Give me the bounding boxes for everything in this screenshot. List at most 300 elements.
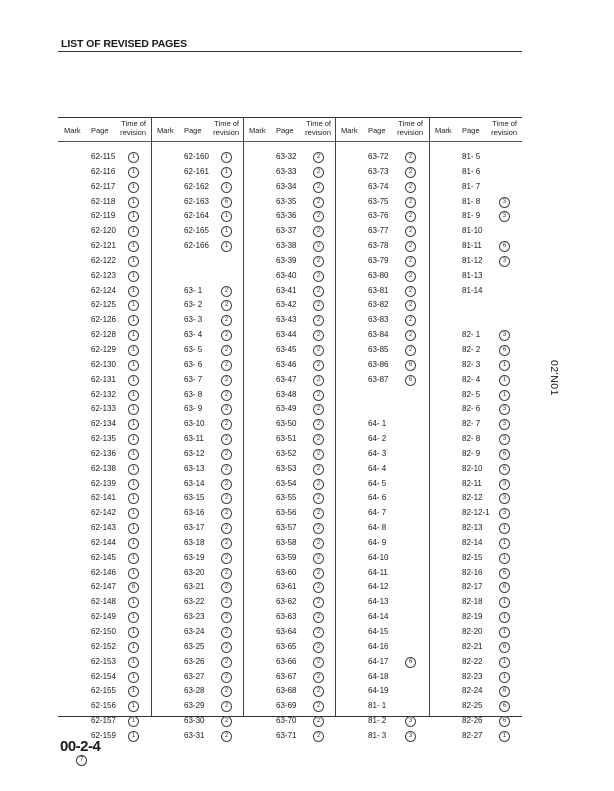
table-row	[58, 328, 148, 343]
table-row	[243, 462, 333, 477]
table-row	[429, 313, 519, 328]
revision-mark: 1	[128, 672, 139, 683]
table-row	[151, 536, 241, 551]
page-number: 63-34	[276, 181, 297, 191]
header-time-of-revision: Time of revision	[305, 119, 331, 137]
page-number: 62-164	[184, 211, 209, 221]
table-row	[429, 373, 519, 388]
revision-mark: 2	[313, 464, 324, 475]
revision-mark: 2	[313, 568, 324, 579]
page-number: 63- 2	[184, 300, 203, 310]
table-row	[429, 432, 519, 447]
page-number: 81-14	[462, 285, 483, 295]
revision-mark: 2	[313, 404, 324, 415]
page-number: 63-23	[184, 612, 205, 622]
page-number: 81- 7	[462, 181, 481, 191]
revision-mark: 1	[128, 197, 139, 208]
page-number: 81-12	[462, 255, 483, 265]
page-number: 62-120	[91, 226, 116, 236]
table-row	[335, 625, 425, 640]
page-number: 63-44	[276, 330, 297, 340]
revision-mark: 2	[313, 286, 324, 297]
revision-mark: 1	[128, 642, 139, 653]
page-number: 62-153	[91, 656, 116, 666]
table-row	[151, 477, 241, 492]
revision-mark: 2	[221, 360, 232, 371]
table-row	[335, 477, 425, 492]
page-number: 82-22	[462, 656, 483, 666]
revision-mark: 1	[128, 182, 139, 193]
table-row	[58, 269, 148, 284]
revision-mark: 2	[221, 404, 232, 415]
page-number: 82- 6	[462, 404, 481, 414]
page-number: 64- 7	[368, 508, 387, 518]
page-number: 63- 7	[184, 374, 203, 384]
revision-mark: 6	[499, 464, 510, 475]
table-row	[151, 269, 241, 284]
table-row	[243, 506, 333, 521]
table-row	[151, 714, 241, 729]
revision-mark: 2	[221, 716, 232, 727]
table-row	[151, 298, 241, 313]
revision-mark: 1	[128, 701, 139, 712]
page-number: 62-117	[91, 181, 116, 191]
table-row	[335, 402, 425, 417]
revision-mark: 1	[499, 657, 510, 668]
page-number: 82-15	[462, 552, 483, 562]
revision-mark: 2	[313, 493, 324, 504]
revision-mark: 2	[221, 434, 232, 445]
table-row	[335, 209, 425, 224]
revision-mark: 1	[128, 390, 139, 401]
page-number: 63-29	[184, 701, 205, 711]
revision-mark: 1	[499, 553, 510, 564]
table-row	[429, 447, 519, 462]
page-number: 82-11	[462, 478, 482, 488]
table-row	[335, 180, 425, 195]
table-row	[243, 551, 333, 566]
table-row	[58, 610, 148, 625]
table-row	[151, 388, 241, 403]
page-number: 63-12	[184, 448, 205, 458]
page-title: LIST OF REVISED PAGES	[61, 38, 188, 50]
revision-mark: 2	[221, 375, 232, 386]
revision-mark: 2	[313, 300, 324, 311]
header-time-of-revision: Time of revision	[120, 119, 146, 137]
table-row	[58, 180, 148, 195]
page-number: 63-26	[184, 656, 205, 666]
table-row	[151, 150, 241, 165]
table-row	[429, 536, 519, 551]
page-number: 62-118	[91, 196, 116, 206]
page-number: 64-13	[368, 597, 389, 607]
revision-mark: 2	[221, 731, 232, 742]
table-row	[58, 491, 148, 506]
table-row	[151, 328, 241, 343]
column-header	[151, 117, 241, 141]
page-number: 63-65	[276, 641, 297, 651]
page-number: 63-17	[184, 523, 205, 533]
table-row	[429, 625, 519, 640]
page-number: 62-136	[91, 448, 116, 458]
table-row	[429, 195, 519, 210]
table-row	[243, 536, 333, 551]
page-number: 63-74	[368, 181, 389, 191]
table-row	[243, 313, 333, 328]
page-number: 63-42	[276, 300, 297, 310]
page-number: 63-70	[276, 716, 297, 726]
revision-mark: 6	[499, 345, 510, 356]
revision-mark: 3	[405, 731, 416, 742]
page-number: 63-38	[276, 241, 297, 251]
table-row	[243, 491, 333, 506]
revision-mark: 2	[313, 449, 324, 460]
page-number: 63-53	[276, 463, 297, 473]
page-number: 64-17	[368, 656, 389, 666]
page-number: 63-78	[368, 241, 389, 251]
revision-mark: 1	[221, 211, 232, 222]
revision-mark: 1	[221, 167, 232, 178]
page-number: 62-123	[91, 270, 116, 280]
revision-mark: 3	[499, 508, 510, 519]
table-row	[243, 684, 333, 699]
page-number: 82-25	[462, 701, 483, 711]
revision-mark: 1	[128, 627, 139, 638]
table-row	[335, 462, 425, 477]
revision-mark: 2	[221, 479, 232, 490]
revision-mark: 2	[313, 479, 324, 490]
revision-mark: 2	[221, 612, 232, 623]
revision-mark: 6	[405, 657, 416, 668]
table-row	[151, 417, 241, 432]
table-row	[243, 150, 333, 165]
table-row	[243, 595, 333, 610]
revision-mark: 3	[499, 493, 510, 504]
page-number: 82-21	[462, 641, 483, 651]
header-time-of-revision: Time of revision	[491, 119, 517, 137]
table-row	[335, 566, 425, 581]
page-number: 64- 2	[368, 434, 387, 444]
revision-mark: 6	[499, 642, 510, 653]
page-number: 82-24	[462, 686, 483, 696]
table-row	[151, 432, 241, 447]
page-number: 63-73	[368, 166, 389, 176]
revision-mark: 1	[128, 568, 139, 579]
revision-mark: 1	[128, 300, 139, 311]
revision-mark: 2	[313, 642, 324, 653]
revision-mark: 2	[313, 553, 324, 564]
table-row	[429, 417, 519, 432]
header-mark: Mark	[157, 126, 174, 135]
header-time-of-revision: Time of revision	[397, 119, 423, 137]
page-number: 63-14	[184, 478, 205, 488]
page-number: 62-143	[91, 523, 116, 533]
table-row	[243, 284, 333, 299]
page-number: 82-14	[462, 537, 483, 547]
revision-mark: 2	[221, 493, 232, 504]
revision-mark: 6	[499, 568, 510, 579]
column-group	[58, 117, 148, 740]
page-number: 63-62	[276, 597, 297, 607]
revision-mark: 1	[128, 404, 139, 415]
revision-mark: 2	[405, 345, 416, 356]
revision-mark: 1	[128, 419, 139, 430]
page-number: 62-135	[91, 434, 116, 444]
page-number: 63-64	[276, 627, 297, 636]
page-number: 64- 3	[368, 448, 387, 458]
page-number: 81-13	[462, 270, 483, 280]
table-row	[429, 298, 519, 313]
page-number: 63-46	[276, 359, 297, 369]
revision-mark: 2	[313, 731, 324, 742]
revision-mark: 6	[499, 582, 510, 593]
table-row	[335, 328, 425, 343]
table-row	[151, 180, 241, 195]
page-number: 64-11	[368, 567, 388, 577]
page-number: 63-39	[276, 255, 297, 265]
table-row	[335, 670, 425, 685]
table-row	[335, 343, 425, 358]
table-row	[429, 180, 519, 195]
page-number: 64-18	[368, 671, 389, 681]
page-number: 64- 8	[368, 523, 387, 533]
table-row	[243, 254, 333, 269]
table-row	[335, 165, 425, 180]
page-number: 64- 6	[368, 493, 387, 503]
revision-mark: 2	[405, 271, 416, 282]
table-row	[58, 195, 148, 210]
revision-mark: 1	[499, 597, 510, 608]
page-number: 63- 8	[184, 389, 203, 399]
table-row	[429, 640, 519, 655]
page-number: 62-121	[91, 241, 116, 251]
table-row	[58, 165, 148, 180]
page-number: 62-122	[91, 255, 116, 265]
page-number: 82- 4	[462, 374, 481, 384]
table-row	[429, 462, 519, 477]
revision-mark: 1	[221, 182, 232, 193]
table-row	[58, 343, 148, 358]
page-number: 62-163	[184, 196, 209, 206]
table-row	[429, 150, 519, 165]
revision-mark: 1	[128, 286, 139, 297]
table-row	[335, 714, 425, 729]
page-number: 63-81	[368, 285, 389, 295]
page-number: 63-66	[276, 656, 297, 666]
revision-mark: 1	[128, 716, 139, 727]
table-row	[58, 580, 148, 595]
page-number: 63-33	[276, 166, 297, 176]
column-header	[58, 117, 148, 141]
table-row	[335, 729, 425, 744]
revision-mark: 1	[128, 315, 139, 326]
revision-mark: 2	[313, 582, 324, 593]
revision-mark: 2	[221, 464, 232, 475]
table-row	[58, 417, 148, 432]
page-number: 62-146	[91, 567, 116, 577]
table-row	[243, 343, 333, 358]
page-number: 81- 2	[368, 716, 387, 726]
page-number: 63-13	[184, 463, 205, 473]
revision-mark: 6	[499, 701, 510, 712]
header-page: Page	[462, 126, 480, 135]
table-row	[58, 462, 148, 477]
page-number: 63-86	[368, 359, 389, 369]
page-number: 62-142	[91, 508, 116, 518]
table-row	[335, 447, 425, 462]
page-number: 63-37	[276, 226, 297, 236]
revision-mark: 2	[221, 345, 232, 356]
table-row	[429, 566, 519, 581]
revision-mark: 2	[313, 508, 324, 519]
table-row	[243, 521, 333, 536]
page-number: 63-84	[368, 330, 389, 340]
table-row	[335, 506, 425, 521]
table-row	[151, 224, 241, 239]
page-number: 63-58	[276, 537, 297, 547]
table-row	[335, 432, 425, 447]
table-row	[429, 254, 519, 269]
revision-mark: 2	[221, 597, 232, 608]
table-row	[58, 209, 148, 224]
table-row	[151, 239, 241, 254]
revision-mark: 2	[313, 345, 324, 356]
page-number: 62-155	[91, 686, 116, 696]
table-row	[429, 491, 519, 506]
page-number: 82- 8	[462, 434, 481, 444]
revision-mark: 2	[221, 627, 232, 638]
page-number: 62-131	[91, 374, 116, 384]
table-row	[58, 506, 148, 521]
header-mark: Mark	[435, 126, 452, 135]
table-row	[151, 699, 241, 714]
page-number: 63-22	[184, 597, 205, 607]
page-number: 63-19	[184, 552, 205, 562]
page-number: 63-79	[368, 255, 389, 265]
revision-mark: 1	[128, 731, 139, 742]
page-number: 82- 9	[462, 448, 481, 458]
revision-mark: 3	[499, 404, 510, 415]
revision-mark: 2	[221, 449, 232, 460]
revision-mark: 1	[128, 449, 139, 460]
revision-mark: 3	[499, 330, 510, 341]
table-row	[243, 566, 333, 581]
table-row	[429, 521, 519, 536]
page-number: 62-156	[91, 701, 116, 711]
page-number: 82-12	[462, 493, 483, 503]
revision-mark: 2	[313, 375, 324, 386]
revision-mark: 1	[128, 211, 139, 222]
revision-mark: 1	[221, 226, 232, 237]
page-number: 63- 4	[184, 330, 203, 340]
page-number: 64- 9	[368, 537, 387, 547]
revision-mark: 2	[313, 330, 324, 341]
page-number: 63- 9	[184, 404, 203, 414]
table-row	[243, 402, 333, 417]
table-row	[243, 714, 333, 729]
revision-mark: 1	[128, 271, 139, 282]
table-row	[335, 417, 425, 432]
column-group	[243, 117, 333, 740]
table-row	[429, 269, 519, 284]
revision-mark: 3	[499, 479, 510, 490]
table-row	[58, 714, 148, 729]
table-row	[151, 640, 241, 655]
revision-mark: 1	[499, 672, 510, 683]
table-row	[58, 150, 148, 165]
page-number: 63-41	[276, 285, 297, 295]
table-row	[243, 209, 333, 224]
revision-mark: 3	[499, 197, 510, 208]
table-row	[243, 195, 333, 210]
table-row	[151, 373, 241, 388]
table-row	[58, 432, 148, 447]
page-number: 82-12-1	[462, 508, 490, 518]
table-row	[335, 610, 425, 625]
page-number: 63-76	[368, 211, 389, 221]
table-row	[58, 224, 148, 239]
header-mark: Mark	[249, 126, 266, 135]
page-number: 63-27	[184, 671, 205, 681]
table-row	[335, 358, 425, 373]
table-row	[335, 655, 425, 670]
table-row	[151, 684, 241, 699]
table-row	[151, 521, 241, 536]
table-row	[243, 699, 333, 714]
revision-mark: 2	[221, 538, 232, 549]
page-number: 62-128	[91, 330, 116, 340]
table-row	[151, 655, 241, 670]
footer-page-code: 00-2-4	[60, 738, 101, 755]
revision-mark: 2	[405, 315, 416, 326]
page-number: 64-12	[368, 582, 389, 592]
page-number: 63-50	[276, 419, 297, 429]
table-header-rule	[58, 141, 522, 142]
page-number: 82- 5	[462, 389, 481, 399]
page-number: 63-10	[184, 419, 205, 429]
header-mark: Mark	[341, 126, 358, 135]
revision-mark: 2	[221, 672, 232, 683]
revision-mark: 2	[313, 686, 324, 697]
page-number: 62-166	[184, 241, 209, 251]
table-row	[151, 625, 241, 640]
page-number: 64- 4	[368, 463, 387, 473]
revision-mark: 1	[128, 508, 139, 519]
page-number: 63-15	[184, 493, 205, 503]
table-row	[429, 595, 519, 610]
revision-mark: 1	[128, 612, 139, 623]
table-row	[58, 313, 148, 328]
revision-mark: 2	[313, 271, 324, 282]
revision-mark: 2	[405, 211, 416, 222]
page-number: 63-69	[276, 701, 297, 711]
table-row	[429, 670, 519, 685]
table-row	[58, 402, 148, 417]
page-number: 62-160	[184, 152, 209, 161]
table-row	[58, 595, 148, 610]
table-row	[429, 284, 519, 299]
page-number: 63-59	[276, 552, 297, 562]
table-row	[335, 224, 425, 239]
column-header	[429, 117, 519, 141]
side-document-code: 02'N01	[548, 360, 560, 396]
table-row	[335, 580, 425, 595]
table-row	[429, 610, 519, 625]
revision-mark: 1	[499, 360, 510, 371]
column-header	[335, 117, 425, 141]
table-row	[429, 209, 519, 224]
revision-mark: 2	[313, 672, 324, 683]
